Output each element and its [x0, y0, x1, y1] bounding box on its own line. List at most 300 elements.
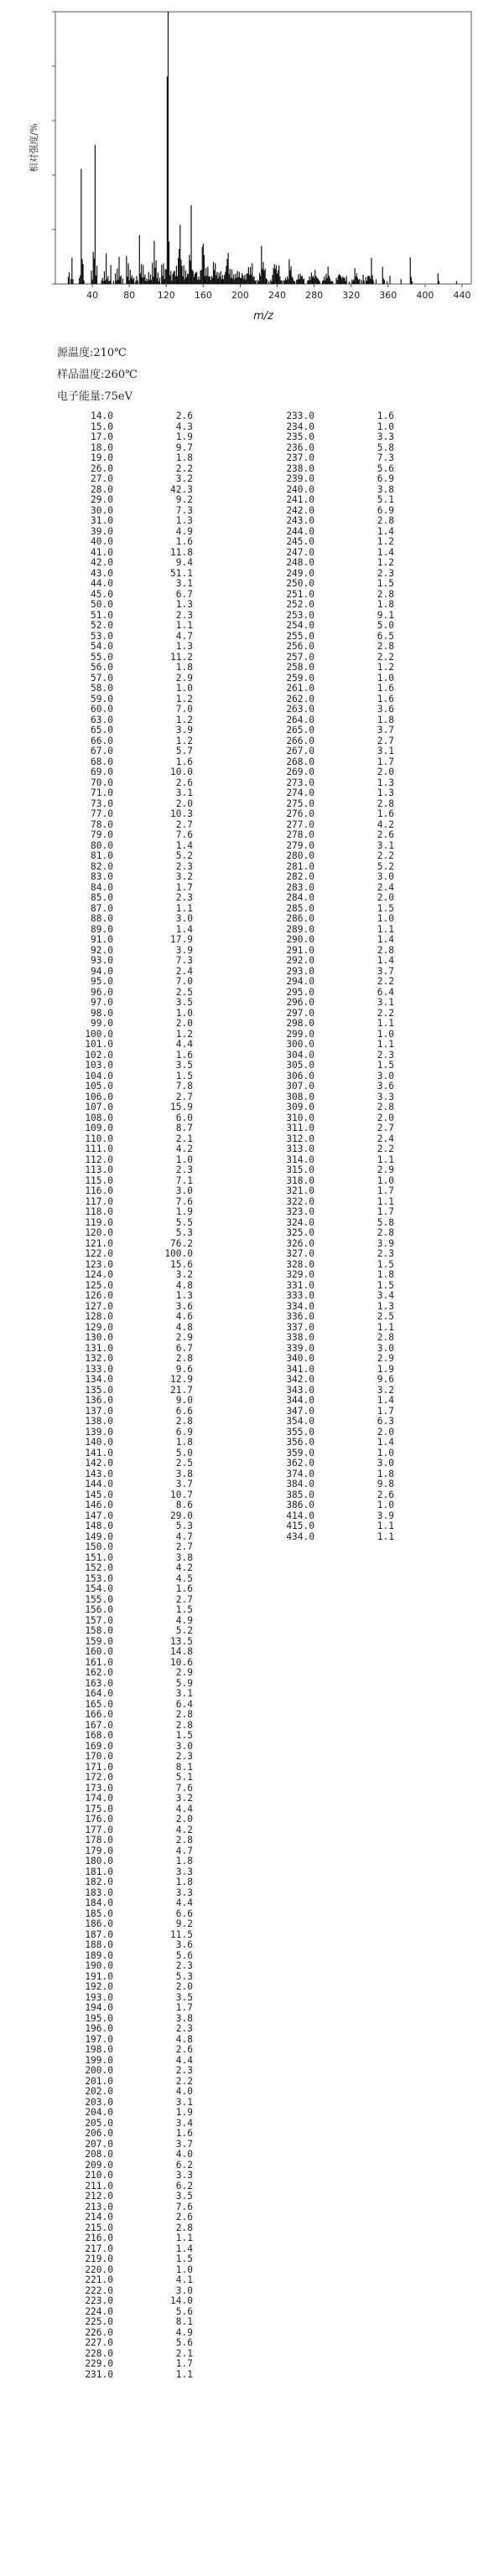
- peak-mz: 129.0: [85, 1321, 113, 1333]
- peak-mz: 265.0: [286, 725, 314, 736]
- peak-mz: 312.0: [286, 1133, 314, 1144]
- peak-abundance: 1.1: [377, 1018, 394, 1029]
- peak-mz: 100.0: [85, 1028, 113, 1040]
- peak-abundance: 6.9: [175, 1426, 193, 1438]
- peak-mz: 187.0: [85, 1928, 113, 1940]
- peak-mz: 355.0: [286, 1426, 314, 1438]
- peak-mz: 193.0: [85, 1991, 113, 2003]
- peak-abundance: 2.3: [377, 1049, 394, 1061]
- peak-abundance: 1.0: [175, 1154, 193, 1165]
- peak-abundance: 4.2: [377, 818, 394, 830]
- peak-mz: 289.0: [286, 923, 314, 935]
- peak-mz: 79.0: [91, 829, 113, 840]
- peak-row: [67, 2003, 235, 2014]
- peak-mz: 384.0: [286, 1479, 314, 1489]
- peak-row: [268, 453, 436, 464]
- peak-row: [67, 2254, 235, 2265]
- peak-row: [67, 1019, 235, 1030]
- peak-abundance: 9.6: [175, 1363, 193, 1375]
- peak-mz: 145.0: [85, 1489, 113, 1500]
- peak-mz: 331.0: [286, 1279, 314, 1291]
- peak-row: [268, 1249, 436, 1260]
- peak-abundance: 7.0: [175, 976, 193, 987]
- peak-abundance: 1.1: [175, 620, 193, 631]
- peak-mz: 314.0: [286, 1154, 314, 1165]
- peak-mz: 112.0: [85, 1154, 113, 1165]
- peak-mz: 298.0: [286, 1018, 314, 1029]
- peak-mz: 162.0: [85, 1667, 113, 1678]
- peak-row: [268, 1458, 436, 1469]
- peak-abundance: 51.1: [170, 567, 193, 579]
- peak-abundance: 2.8: [377, 515, 394, 526]
- peak-row: [67, 1940, 235, 1951]
- peak-mz: 224.0: [85, 2305, 113, 2317]
- x-tick-label: 120: [157, 290, 175, 301]
- peak-mz: 296.0: [286, 997, 314, 1008]
- peak-abundance: 2.9: [175, 1667, 193, 1678]
- peak-mz: 268.0: [286, 756, 314, 767]
- peak-mz: 147.0: [85, 1510, 113, 1521]
- peak-abundance: 1.8: [377, 599, 394, 610]
- peak-abundance: 6.0: [175, 1112, 193, 1123]
- peak-mz: 327.0: [286, 1248, 314, 1259]
- peak-row: [268, 558, 436, 569]
- source-temperature: 源温度:210℃: [57, 347, 127, 359]
- peak-mz: 261.0: [286, 683, 314, 694]
- peak-abundance: 3.1: [377, 746, 394, 756]
- peak-abundance: 2.1: [175, 2347, 193, 2359]
- peak-mz: 282.0: [286, 871, 314, 882]
- peak-mz: 138.0: [85, 1416, 113, 1427]
- peak-row: [67, 1982, 235, 1993]
- peak-mz: 175.0: [85, 1803, 113, 1815]
- peak-abundance: 6.6: [175, 1405, 193, 1417]
- peak-mz: 176.0: [85, 1814, 113, 1825]
- peak-row: [67, 1856, 235, 1867]
- x-tick-label: 80: [123, 290, 136, 301]
- peak-abundance: 1.1: [377, 923, 394, 935]
- peak-abundance: 2.3: [175, 2065, 193, 2076]
- peak-abundance: 9.7: [175, 441, 193, 453]
- peak-abundance: 1.3: [377, 1300, 394, 1312]
- peak-abundance: 10.6: [170, 1656, 193, 1668]
- peak-abundance: 6.9: [377, 504, 394, 516]
- peak-mz: 250.0: [286, 578, 314, 589]
- peak-mz: 280.0: [286, 850, 314, 861]
- peak-abundance: 1.2: [175, 1028, 193, 1040]
- peak-mz: 56.0: [91, 662, 113, 673]
- peak-mz: 338.0: [286, 1332, 314, 1343]
- peak-abundance: 3.5: [175, 997, 193, 1008]
- peak-mz: 276.0: [286, 808, 314, 819]
- peak-row: [268, 432, 436, 443]
- peak-abundance: 2.5: [175, 986, 193, 998]
- peak-abundance: 4.0: [175, 2149, 193, 2160]
- peak-abundance: 3.7: [377, 725, 394, 736]
- sample-temperature: 样品温度:260℃: [57, 369, 138, 381]
- peak-abundance: 2.3: [175, 1751, 193, 1762]
- peak-row: [268, 1375, 436, 1386]
- peak-mz: 342.0: [286, 1374, 314, 1385]
- peak-abundance: 1.0: [377, 421, 394, 432]
- peak-abundance: 2.2: [377, 850, 394, 861]
- peak-abundance: 1.3: [175, 1290, 193, 1301]
- peak-row: [67, 977, 235, 988]
- peak-abundance: 1.1: [175, 2233, 193, 2243]
- peak-mz: 252.0: [286, 599, 314, 610]
- peak-abundance: 1.4: [377, 546, 394, 558]
- peak-abundance: 4.4: [175, 1897, 193, 1908]
- peak-abundance: 6.4: [377, 986, 394, 998]
- peak-abundance: 2.3: [175, 2023, 193, 2034]
- peak-mz: 18.0: [91, 441, 113, 453]
- peak-mz: 191.0: [85, 1970, 113, 1982]
- peak-row: [268, 767, 436, 778]
- peak-abundance: 3.2: [175, 1793, 193, 1804]
- peak-row: [67, 1710, 235, 1721]
- peak-mz: 189.0: [85, 1949, 113, 1961]
- peak-mz: 231.0: [85, 2368, 113, 2380]
- peak-row: [67, 474, 235, 485]
- peak-abundance: 3.0: [175, 913, 193, 924]
- peak-mz: 164.0: [85, 1688, 113, 1699]
- peak-row: [67, 1333, 235, 1344]
- peak-mz: 163.0: [85, 1677, 113, 1689]
- peak-mz: 134.0: [85, 1374, 113, 1385]
- peak-mz: 198.0: [85, 2044, 113, 2055]
- peak-row: [67, 2087, 235, 2098]
- peak-row: [268, 1102, 436, 1113]
- peak-row: [67, 788, 235, 799]
- peak-abundance: 2.8: [175, 1353, 193, 1364]
- peak-mz: 43.0: [91, 567, 113, 579]
- peak-mz: 117.0: [85, 1195, 113, 1207]
- peak-abundance: 3.3: [175, 1866, 193, 1877]
- peak-mz: 148.0: [85, 1520, 113, 1531]
- peak-mz: 214.0: [85, 2212, 113, 2222]
- peak-mz: 173.0: [85, 1782, 113, 1794]
- peak-abundance: 2.0: [175, 1814, 193, 1825]
- peak-row: [67, 1102, 235, 1113]
- peak-abundance: 1.3: [377, 777, 394, 788]
- peak-mz: 202.0: [85, 2086, 113, 2097]
- peak-abundance: 2.6: [175, 2044, 193, 2055]
- peak-abundance: 2.3: [175, 892, 193, 903]
- peak-abundance: 3.9: [175, 725, 193, 736]
- peak-row: [67, 642, 235, 653]
- peak-abundance: 1.7: [175, 2358, 193, 2369]
- peak-abundance: 2.4: [377, 1133, 394, 1144]
- peak-mz: 126.0: [85, 1290, 113, 1301]
- peak-abundance: 1.1: [377, 1195, 394, 1207]
- peak-abundance: 7.6: [175, 2201, 193, 2212]
- peak-mz: 180.0: [85, 1856, 113, 1866]
- peak-abundance: 1.9: [175, 431, 193, 442]
- peak-abundance: 3.4: [377, 1290, 394, 1301]
- peak-abundance: 15.9: [170, 1102, 193, 1112]
- peak-mz: 168.0: [85, 1730, 113, 1741]
- peak-mz: 248.0: [286, 557, 314, 568]
- peak-abundance: 4.8: [175, 1321, 193, 1333]
- peak-abundance: 2.3: [175, 1960, 193, 1971]
- peak-row: [268, 1438, 436, 1448]
- peak-abundance: 1.0: [175, 683, 193, 694]
- peak-abundance: 2.2: [175, 2075, 193, 2087]
- peak-abundance: 3.0: [175, 1740, 193, 1752]
- peak-abundance: 3.1: [175, 1688, 193, 1699]
- x-tick-label: 360: [379, 290, 397, 301]
- peak-mz: 108.0: [85, 1112, 113, 1123]
- peak-abundance: 3.8: [175, 1551, 193, 1563]
- peak-mz: 290.0: [286, 934, 314, 945]
- peak-abundance: 3.5: [175, 2191, 193, 2202]
- peak-abundance: 7.6: [175, 1782, 193, 1794]
- peak-mz: 213.0: [85, 2201, 113, 2212]
- peak-row: [67, 1375, 235, 1386]
- peak-abundance: 1.3: [175, 599, 193, 610]
- peak-abundance: 5.7: [175, 746, 193, 756]
- peak-mz: 68.0: [91, 756, 113, 767]
- peak-mz: 96.0: [91, 986, 113, 998]
- peak-abundance: 2.0: [377, 1112, 394, 1123]
- peak-abundance: 2.0: [377, 767, 394, 777]
- peak-mz: 244.0: [286, 525, 314, 537]
- peak-abundance: 14.8: [170, 1646, 193, 1657]
- peak-row: [268, 1061, 436, 1071]
- peak-mz: 146.0: [85, 1500, 113, 1510]
- peak-abundance: 2.2: [377, 651, 394, 663]
- peak-mz: 154.0: [85, 1583, 113, 1594]
- peak-mz: 219.0: [85, 2253, 113, 2264]
- peak-mz: 89.0: [91, 923, 113, 935]
- peak-mz: 277.0: [286, 818, 314, 830]
- peak-mz: 125.0: [85, 1279, 113, 1291]
- peak-abundance: 9.2: [175, 494, 193, 505]
- peak-abundance: 1.1: [175, 2368, 193, 2380]
- peak-mz: 73.0: [91, 798, 113, 809]
- peak-mz: 209.0: [85, 2159, 113, 2171]
- peak-row: [67, 1207, 235, 1218]
- peak-row: [67, 2045, 235, 2056]
- peak-mz: 192.0: [85, 1981, 113, 1992]
- peak-mz: 135.0: [85, 1384, 113, 1396]
- peak-abundance: 5.6: [175, 1949, 193, 1961]
- peak-mz: 144.0: [85, 1479, 113, 1489]
- peak-mz: 70.0: [91, 777, 113, 788]
- peak-abundance: 4.6: [175, 1311, 193, 1322]
- peak-mz: 242.0: [286, 504, 314, 516]
- peak-abundance: 3.6: [175, 1300, 193, 1312]
- peak-abundance: 1.7: [377, 1206, 394, 1217]
- peak-row: [268, 1396, 436, 1407]
- peak-row: [67, 2066, 235, 2077]
- peak-mz: 153.0: [85, 1572, 113, 1584]
- peak-mz: 297.0: [286, 1007, 314, 1019]
- peak-mz: 340.0: [286, 1353, 314, 1364]
- peak-abundance: 7.3: [377, 452, 394, 463]
- peak-abundance: 9.0: [175, 1395, 193, 1406]
- peak-mz: 264.0: [286, 714, 314, 725]
- peak-mz: 254.0: [286, 620, 314, 631]
- peak-table-left-column: [67, 411, 235, 2380]
- peak-abundance: 7.0: [175, 704, 193, 715]
- peak-row: [268, 1186, 436, 1197]
- peak-abundance: 1.6: [175, 756, 193, 767]
- peak-mz: 167.0: [85, 1719, 113, 1731]
- peak-row: [67, 1249, 235, 1260]
- peak-mz: 238.0: [286, 462, 314, 474]
- peak-mz: 170.0: [85, 1751, 113, 1762]
- peak-abundance: 3.6: [377, 704, 394, 715]
- peak-abundance: 11.5: [170, 1928, 193, 1940]
- electron-energy: 电子能量:75eV: [57, 390, 133, 403]
- peak-abundance: 6.7: [175, 1342, 193, 1354]
- peak-row: [67, 2370, 235, 2381]
- peak-mz: 259.0: [286, 672, 314, 684]
- peak-mz: 97.0: [91, 997, 113, 1008]
- peak-mz: 98.0: [91, 1007, 113, 1019]
- peak-abundance: 2.2: [377, 1143, 394, 1154]
- peak-mz: 281.0: [286, 860, 314, 872]
- peak-abundance: 3.7: [377, 965, 394, 977]
- peak-mz: 343.0: [286, 1384, 314, 1396]
- peak-row: [67, 914, 235, 925]
- peak-row: [67, 725, 235, 736]
- peak-abundance: 1.2: [175, 714, 193, 725]
- peak-abundance: 5.3: [175, 1970, 193, 1982]
- peak-mz: 44.0: [91, 578, 113, 589]
- peak-mz: 111.0: [85, 1143, 113, 1154]
- peak-abundance: 10.3: [170, 808, 193, 819]
- peak-mz: 359.0: [286, 1447, 314, 1458]
- peak-mz: 127.0: [85, 1300, 113, 1312]
- peak-mz: 216.0: [85, 2233, 113, 2243]
- peak-row: [268, 893, 436, 904]
- peak-abundance: 4.1: [175, 2274, 193, 2285]
- peak-row: [268, 1333, 436, 1344]
- peak-mz: 183.0: [85, 1887, 113, 1898]
- peak-abundance: 2.6: [377, 829, 394, 840]
- peak-abundance: 10.0: [170, 767, 193, 777]
- peak-mz: 128.0: [85, 1311, 113, 1322]
- peak-abundance: 3.7: [175, 1479, 193, 1489]
- y-axis-label: 相对强度/%: [29, 123, 39, 173]
- peak-mz: 15.0: [91, 421, 113, 432]
- peak-mz: 26.0: [91, 462, 113, 474]
- peak-abundance: 1.6: [377, 808, 394, 819]
- peak-mz: 182.0: [85, 1877, 113, 1887]
- peak-mz: 152.0: [85, 1562, 113, 1573]
- peak-abundance: 2.8: [377, 944, 394, 956]
- peak-row: [268, 935, 436, 946]
- peak-mz: 222.0: [85, 2284, 113, 2296]
- peak-mz: 95.0: [91, 976, 113, 987]
- peak-mz: 143.0: [85, 1468, 113, 1479]
- peak-abundance: 2.7: [175, 1593, 193, 1605]
- peak-row: [67, 1458, 235, 1469]
- peak-abundance: 6.2: [175, 2180, 193, 2191]
- peak-row: [268, 914, 436, 925]
- peak-abundance: 3.8: [377, 483, 394, 495]
- peak-mz: 171.0: [85, 1761, 113, 1773]
- peak-mz: 210.0: [85, 2170, 113, 2181]
- peak-abundance: 3.1: [377, 839, 394, 851]
- peak-abundance: 9.4: [175, 557, 193, 568]
- peak-row: [67, 1438, 235, 1448]
- peak-abundance: 4.3: [175, 421, 193, 432]
- peak-mz: 227.0: [85, 2337, 113, 2348]
- peak-mz: 257.0: [286, 651, 314, 663]
- peak-mz: 206.0: [85, 2128, 113, 2139]
- peak-mz: 267.0: [286, 746, 314, 756]
- peak-mz: 124.0: [85, 1269, 113, 1280]
- peak-abundance: 1.1: [175, 902, 193, 914]
- peak-mz: 52.0: [91, 620, 113, 631]
- peak-abundance: 3.1: [377, 997, 394, 1008]
- peak-row: [67, 1626, 235, 1637]
- peak-row: [67, 432, 235, 443]
- peak-abundance: 2.8: [377, 1102, 394, 1112]
- peak-mz: 94.0: [91, 965, 113, 977]
- peak-row: [67, 1584, 235, 1595]
- peak-abundance: 1.5: [175, 1070, 193, 1082]
- peak-mz: 27.0: [91, 473, 113, 484]
- peak-mz: 255.0: [286, 630, 314, 642]
- peak-mz: 88.0: [91, 913, 113, 924]
- peak-mz: 318.0: [286, 1174, 314, 1186]
- peak-row: [268, 1291, 436, 1302]
- peak-mz: 119.0: [85, 1216, 113, 1228]
- peak-mz: 158.0: [85, 1625, 113, 1636]
- peak-abundance: 1.4: [377, 934, 394, 945]
- peak-mz: 315.0: [286, 1164, 314, 1175]
- peak-abundance: 7.3: [175, 955, 193, 966]
- peak-abundance: 1.6: [377, 410, 394, 421]
- peak-mz: 354.0: [286, 1416, 314, 1427]
- peak-abundance: 2.0: [377, 1426, 394, 1438]
- peak-row: [67, 1961, 235, 1972]
- peak-mz: 221.0: [85, 2274, 113, 2285]
- peak-row: [67, 1270, 235, 1281]
- peak-abundance: 4.2: [175, 1143, 193, 1154]
- peak-mz: 186.0: [85, 1918, 113, 1929]
- peak-mz: 324.0: [286, 1216, 314, 1228]
- peak-mz: 185.0: [85, 1907, 113, 1919]
- peak-mz: 286.0: [286, 913, 314, 924]
- peak-mz: 199.0: [85, 2054, 113, 2066]
- peak-row: [268, 746, 436, 757]
- peak-abundance: 2.7: [377, 1123, 394, 1133]
- peak-row: [67, 1668, 235, 1679]
- peak-row: [268, 1270, 436, 1281]
- peak-row: [67, 705, 235, 715]
- peak-row: [268, 1354, 436, 1365]
- peak-row: [67, 1396, 235, 1407]
- peak-row: [67, 1228, 235, 1239]
- peak-mz: 115.0: [85, 1174, 113, 1186]
- peak-row: [268, 474, 436, 485]
- peak-abundance: 3.3: [175, 2170, 193, 2181]
- peak-abundance: 1.5: [377, 902, 394, 914]
- peak-row: [67, 1500, 235, 1511]
- peak-mz: 386.0: [286, 1500, 314, 1510]
- peak-mz: 325.0: [286, 1227, 314, 1238]
- peak-abundance: 1.8: [377, 1269, 394, 1280]
- peak-abundance: 1.7: [377, 1185, 394, 1196]
- peak-mz: 337.0: [286, 1321, 314, 1333]
- peak-row: [67, 2129, 235, 2140]
- peak-mz: 99.0: [91, 1018, 113, 1029]
